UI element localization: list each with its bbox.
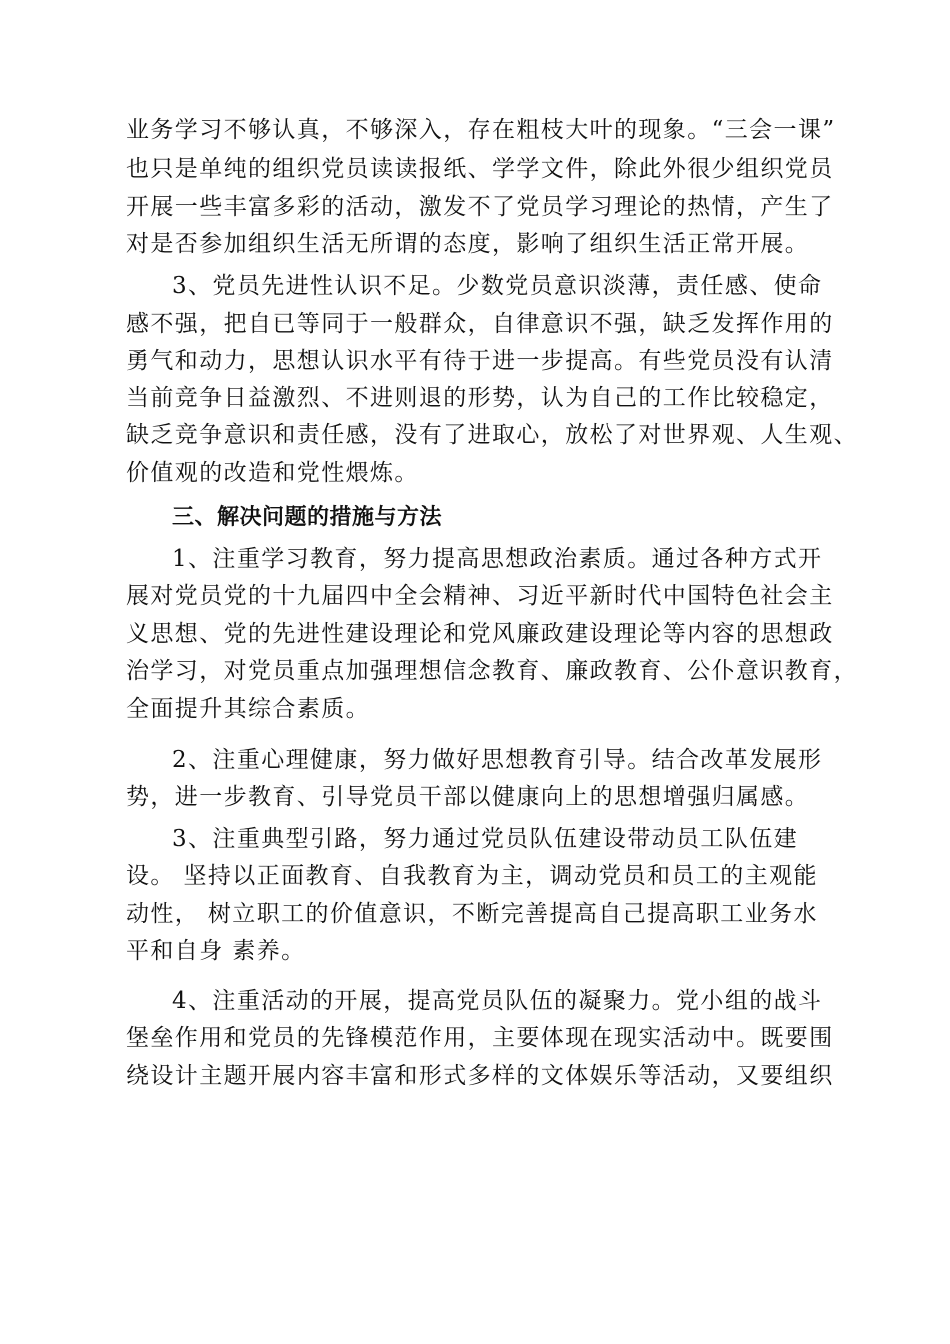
paragraph-line: 2、注重心理健康，努力做好思想教育引导。结合改革发展形 [172, 747, 823, 773]
paragraph-line: 堡垒作用和党员的先锋模范作用，主要体现在现实活动中。既要围 [126, 1025, 834, 1051]
paragraph-line: 感不强，把自已等同于一般群众，自律意识不强，缺乏发挥作用的 [126, 311, 834, 337]
paragraph-line: 也只是单纯的组织党员读读报纸、学学文件，除此外很少组织党员 [126, 156, 834, 182]
paragraph-line: 勇气和动力，思想认识水平有待于进一步提高。有些党员没有认清 [126, 348, 834, 374]
paragraph-line: 当前竞争日益激烈、不进则退的形势，认为自己的工作比较稳定， [126, 385, 834, 411]
paragraph-line: 绕设计主题开展内容丰富和形式多样的文体娱乐等活动，又要组织 [126, 1063, 834, 1089]
paragraph-line: 动性， 树立职工的价值意识，不断完善提高自己提高职工业务水 [126, 901, 818, 927]
paragraph-line: 1、注重学习教育，努力提高思想政治素质。通过各种方式开 [172, 546, 823, 572]
paragraph-line: 3、党员先进性认识不足。少数党员意识淡薄，责任感、使命 [172, 273, 823, 299]
paragraph-line: 势，进一步教育、引导党员干部以健康向上的思想增强归属感。 [126, 784, 810, 810]
paragraph-line: 平和自身 素养。 [126, 938, 306, 964]
paragraph-line: 设。 坚持以正面教育、自我教育为主，调动党员和员工的主观能 [126, 863, 818, 889]
section-heading: 三、解决问题的措施与方法 [172, 505, 443, 530]
paragraph-line: 价值观的改造和党性煨炼。 [126, 460, 419, 486]
paragraph-line: 全面提升其综合素质。 [126, 696, 370, 722]
paragraph-line: 展对党员党的十九届四中全会精神、习近平新时代中国特色社会主 [126, 583, 834, 609]
paragraph-line: 对是否参加组织生活无所谓的态度，影响了组织生活正常开展。 [126, 231, 810, 257]
paragraph-line: 3、注重典型引路，努力通过党员队伍建设带动员工队伍建 [172, 826, 799, 852]
paragraph-line: 缺乏竞争意识和责任感，没有了进取心，放松了对世界观、人生观、 [126, 422, 858, 448]
paragraph-line: 业务学习不够认真，不够深入，存在粗枝大叶的现象。“三会一课” [126, 117, 836, 143]
paragraph-line: 4、注重活动的开展，提高党员队伍的凝聚力。党小组的战斗 [172, 988, 823, 1014]
paragraph-line: 治学习，对党员重点加强理想信念教育、廉政教育、公仆意识教育， [126, 658, 858, 684]
paragraph-line: 义思想、党的先进性建设理论和党风廉政建设理论等内容的思想政 [126, 621, 834, 647]
paragraph-line: 开展一些丰富多彩的活动，激发不了党员学习理论的热情，产生了 [126, 194, 834, 220]
